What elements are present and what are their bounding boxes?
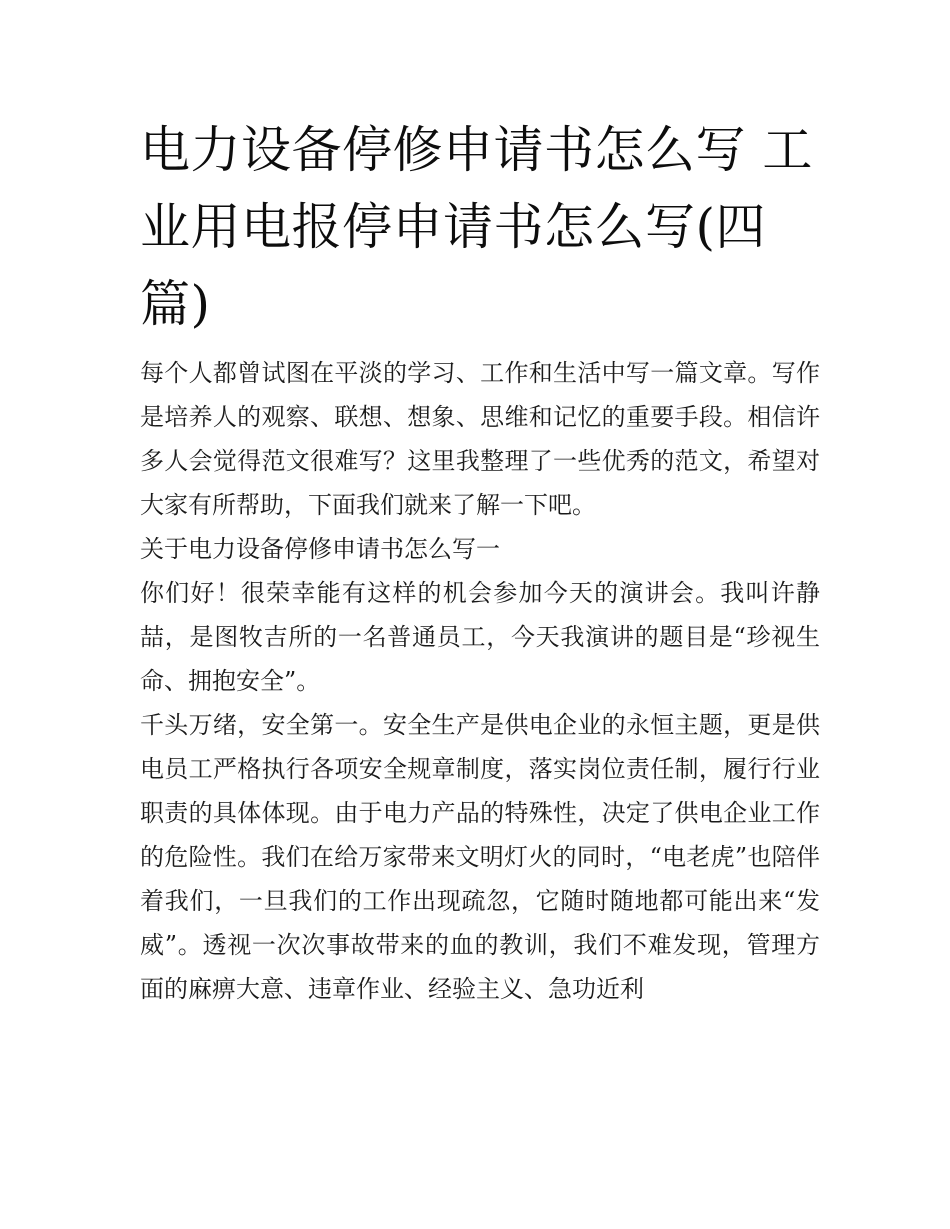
document-page <box>140 112 820 1011</box>
greeting-paragraph: 你们好！很荣幸能有这样的机会参加今天的演讲会。我叫许静喆，是图牧吉所的一名普通员工，今天我演讲的题目是“珍视生命、拥抱安全”。 <box>140 579 820 695</box>
section-heading: 关于电力设备停修申请书怎么写一 <box>140 535 500 563</box>
document-body <box>140 351 820 1011</box>
document-title: 电力设备停修申请书怎么写 工业用电报停申请书怎么写(四篇) <box>140 121 813 333</box>
safety-paragraph: 千头万绪，安全第一。安全生产是供电企业的永恒主题，更是供电员工严格执行各项安全规章制度，落实岗位责任制，履行行业职责的具体体现。由于电力产品的特殊性，决定了供电企业工作的危险性。我们在给万家带来文明灯火的同时，“电老虎”也陪伴着我们，一旦我们的工作出现疏忽，它随时随地都可能出来“发威”。透视一次次事故带来的血的教训，我们不难发现，管理方面的麻痹大意、违章作业、经验主义、急功近利 <box>140 711 820 1003</box>
intro-paragraph: 每个人都曾试图在平淡的学习、工作和生活中写一篇文章。写作是培养人的观察、联想、想象、思维和记忆的重要手段。相信许多人会觉得范文很难写？这里我整理了一些优秀的范文，希望对大家有所帮助，下面我们就来了解一下吧。 <box>140 359 820 519</box>
